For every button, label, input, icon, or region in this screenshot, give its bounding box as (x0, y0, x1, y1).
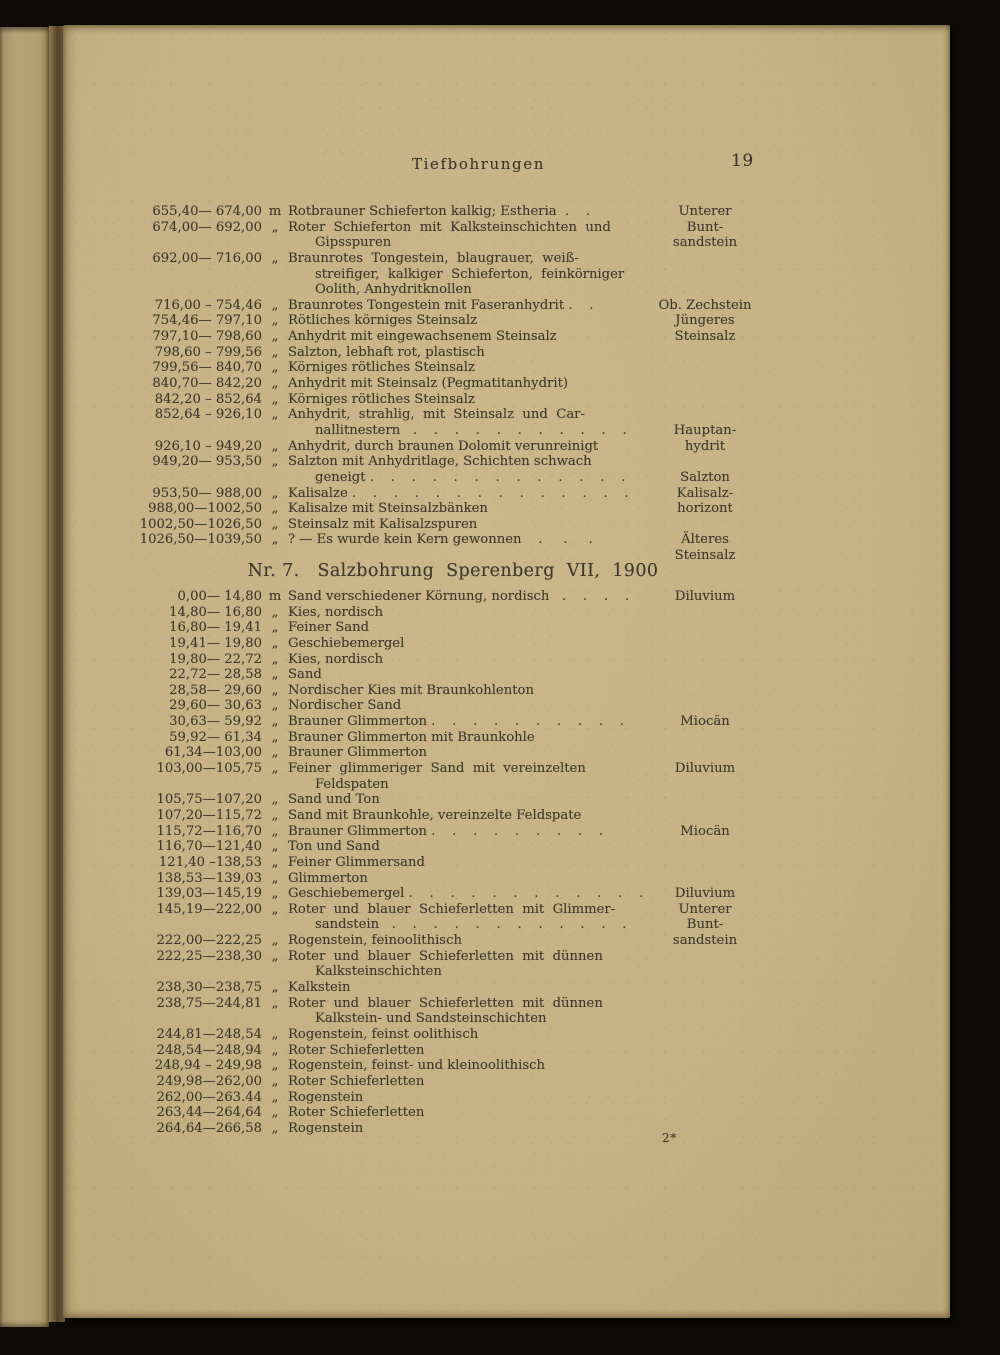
unit-mark (262, 267, 288, 283)
stratigraphy-label (655, 949, 755, 965)
unit-mark: „ (271, 667, 279, 683)
unit-mark: „ (271, 407, 279, 423)
stratigraphy-label: Bunt- (686, 917, 724, 933)
depth-range: 22,72— 28,58 (169, 667, 262, 683)
layer-description: Roter und blauer Schieferletten mit dünnen (288, 948, 603, 964)
depth-range: 222,25—238,30 (156, 948, 262, 964)
unit-mark: „ (271, 682, 279, 698)
stratigraphy-label (655, 777, 755, 793)
table-row (63, 698, 763, 714)
stratigraphy-label: Salzton (680, 469, 730, 485)
table-row (63, 1058, 763, 1074)
unit-mark: m (268, 589, 282, 604)
layer-description: Kalksteinschichten (315, 964, 442, 980)
layer-description: Anhydrit mit Steinsalz (Pegmatitanhydrit) (288, 376, 569, 392)
table-row (63, 949, 763, 965)
unit-mark: „ (271, 1089, 279, 1105)
stratigraphy-label: hydrit (684, 438, 726, 454)
stratigraphy-label: Unterer (678, 204, 732, 219)
depth-range: 799,56— 840,70 (152, 360, 262, 376)
table-row (63, 917, 763, 933)
layer-description: Anhydrit mit eingewachsenem Steinsalz (288, 329, 557, 345)
depth-range: 248,94 – 249,98 (154, 1058, 262, 1074)
table-row (63, 620, 763, 636)
depth-range (63, 777, 262, 793)
layer-description: Oolith, Anhydritknollen (315, 282, 472, 298)
table-row (63, 454, 763, 470)
depth-range: 797,10— 798,60 (152, 329, 262, 345)
stratigraphy-label: horizont (677, 501, 733, 517)
stratigraphy-label (655, 745, 755, 761)
table-row (63, 667, 763, 683)
running-title: Tiefbohrungen (412, 155, 545, 173)
layer-description: Sand und Ton (288, 792, 380, 808)
unit-mark: „ (271, 532, 279, 548)
depth-range: 842,20 – 852,64 (154, 391, 262, 407)
unit-mark (262, 470, 288, 486)
depth-range: 139,03—145,19 (156, 886, 262, 902)
depth-range: 953,50— 988,00 (152, 485, 262, 501)
layer-description: streifiger, kalkiger Schieferton, feinkörniger (315, 266, 625, 282)
layer-description: Feiner glimmeriger Sand mit vereinzelten (288, 761, 586, 777)
stratigraphy-label: Älteres (681, 532, 729, 548)
layer-description: Rogenstein, feinst oolithisch (288, 1026, 479, 1042)
depth-range: 655,40— 674,00 (152, 204, 262, 219)
unit-mark: „ (271, 360, 279, 376)
stratigraphy-label: Diluvium (674, 589, 736, 604)
depth-range: 30,63— 59,92 (169, 714, 262, 730)
layer-description: Körniges rötliches Steinsalz (288, 360, 475, 376)
table-row (63, 902, 763, 918)
layer-description: Geschiebemergel . . . . . . . . . . . . (288, 886, 644, 902)
table-row (63, 517, 763, 533)
layer-description: sandstein . . . . . . . . . . . . (315, 917, 627, 933)
stratigraphy-label (655, 698, 755, 714)
table-row (63, 933, 763, 949)
depth-range: 674,00— 692,00 (152, 219, 262, 235)
table-row (63, 714, 763, 730)
depth-range: 14,80— 16,80 (169, 604, 262, 620)
stratigraphy-label: Ob. Zechstein (658, 297, 752, 313)
table-row (63, 855, 763, 871)
depth-range: 59,92— 61,34 (169, 729, 262, 745)
depth-range: 116,70—121,40 (156, 839, 262, 855)
layer-description: Nordischer Kies mit Braunkohlenton (288, 682, 534, 698)
layer-description: Glimmerton (288, 870, 368, 886)
layer-description: Kalisalze mit Steinsalzbänken (288, 501, 488, 517)
table-row (63, 824, 763, 840)
layer-description: Steinsalz mit Kalisalzspuren (288, 516, 478, 532)
layer-description: Brauner Glimmerton (288, 745, 427, 761)
unit-mark: „ (271, 714, 279, 730)
depth-range: 1002,50—1026,50 (139, 516, 262, 532)
stratigraphy-label (655, 267, 755, 283)
unit-mark: „ (271, 250, 279, 266)
stratigraphy-label (655, 792, 755, 808)
layer-description: Rogenstein, feinst- und kleinoolithisch (288, 1058, 546, 1074)
stratigraphy-label (655, 392, 755, 408)
table-row (63, 652, 763, 668)
depth-range (63, 423, 262, 439)
table-row (63, 392, 763, 408)
depth-range: 107,20—115,72 (156, 807, 262, 823)
depth-range: 692,00— 716,00 (152, 250, 262, 266)
layer-description: Feiner Sand (288, 620, 370, 636)
stratigraphy-label (655, 1105, 755, 1121)
table-row (63, 360, 763, 376)
unit-mark: „ (271, 807, 279, 823)
stratigraphy-label: Diluvium (674, 761, 736, 777)
table-row (63, 964, 763, 980)
unit-mark: „ (271, 870, 279, 886)
stratigraphy-label: Bunt- (686, 219, 724, 235)
unit-mark: „ (271, 1120, 279, 1136)
layer-description: Roter Schieferletten (288, 1073, 425, 1089)
layer-description: Gipsspuren (315, 235, 392, 251)
borehole-table-upper (63, 204, 763, 564)
stratigraphy-label (655, 652, 755, 668)
stratigraphy-label (655, 454, 755, 470)
table-row (63, 1011, 763, 1027)
stratigraphy-label: Unterer (678, 901, 732, 917)
stratigraphy-label (655, 808, 755, 824)
unit-mark: „ (271, 792, 279, 808)
stratigraphy-label (655, 1027, 755, 1043)
depth-range (63, 267, 262, 283)
layer-description: Rötliches körniges Steinsalz (288, 313, 478, 329)
depth-range: 264,64—266,58 (156, 1120, 262, 1136)
unit-mark: „ (271, 933, 279, 949)
table-row (63, 683, 763, 699)
table-row (63, 605, 763, 621)
layer-description: Kies, nordisch (288, 604, 384, 620)
depth-range: 238,30—238,75 (156, 980, 262, 996)
unit-mark: „ (271, 839, 279, 855)
unit-mark (262, 917, 288, 933)
table-row (63, 871, 763, 887)
page-number: 19 (731, 151, 754, 171)
table-row (63, 589, 763, 605)
stratigraphy-label (655, 636, 755, 652)
table-row (63, 298, 763, 314)
stratigraphy-label (655, 1043, 755, 1059)
table-row (63, 1027, 763, 1043)
table-row (63, 470, 763, 486)
depth-range (63, 964, 262, 980)
table-row (63, 980, 763, 996)
stratigraphy-label (655, 360, 755, 376)
table-row (63, 345, 763, 361)
unit-mark: „ (271, 344, 279, 360)
table-row (63, 636, 763, 652)
table-row (63, 532, 763, 548)
layer-description: Geschiebemergel (288, 635, 405, 651)
stratigraphy-label (655, 1074, 755, 1090)
table-row (63, 267, 763, 283)
unit-mark: „ (271, 604, 279, 620)
table-row (63, 1074, 763, 1090)
layer-description: nallitnestern . . . . . . . . . . . (315, 422, 627, 438)
stratigraphy-label: Hauptan- (673, 422, 737, 438)
layer-description: Kalkstein (288, 980, 351, 996)
section-heading: Nr. 7. Salzbohrung Sperenberg VII, 1900 (247, 561, 659, 581)
unit-mark: „ (271, 886, 279, 902)
unit-mark: „ (271, 1042, 279, 1058)
table-row (63, 839, 763, 855)
layer-description: Rogenstein (288, 1089, 364, 1105)
layer-description: Anhydrit, strahlig, mit Steinsalz und Car- (288, 407, 585, 423)
stratigraphy-label (655, 871, 755, 887)
table-row (63, 1121, 763, 1137)
depth-range (63, 282, 262, 298)
unit-mark: „ (271, 329, 279, 345)
depth-range: 115,72—116,70 (156, 823, 262, 839)
table-row (63, 439, 763, 455)
stratigraphy-label (655, 855, 755, 871)
layer-description: Roter Schieferletten (288, 1042, 425, 1058)
unit-mark: „ (271, 651, 279, 667)
layer-description: Brauner Glimmerton . . . . . . . . . . (288, 714, 624, 730)
depth-range: 840,70— 842,20 (152, 376, 262, 392)
depth-range: 238,75—244,81 (156, 995, 262, 1011)
unit-mark: „ (271, 376, 279, 392)
unit-mark: m (268, 204, 282, 219)
table-row (63, 486, 763, 502)
depth-range: 19,80— 22,72 (169, 651, 262, 667)
depth-range: 222,00—222,25 (156, 933, 262, 949)
stratigraphy-label (655, 667, 755, 683)
layer-description: Salzton mit Anhydritlage, Schichten schwach (288, 454, 592, 470)
stratigraphy-label (655, 980, 755, 996)
depth-range: 988,00—1002,50 (148, 501, 262, 517)
stratigraphy-label (655, 839, 755, 855)
depth-range: 754,46— 797,10 (152, 313, 262, 329)
table-row (63, 407, 763, 423)
layer-description: Braunrotes Tongestein, blaugrauer, weiß- (288, 250, 579, 266)
depth-range: 1026,50—1039,50 (139, 532, 262, 548)
depth-range: 61,34—103,00 (164, 745, 262, 761)
unit-mark: „ (271, 729, 279, 745)
layer-description: Rogenstein, feinoolithisch (288, 933, 462, 949)
layer-description: Feiner Glimmersand (288, 854, 425, 870)
depth-range: 0,00— 14,80 (177, 589, 262, 604)
stratigraphy-label (655, 407, 755, 423)
stratigraphy-label (655, 964, 755, 980)
layer-description: Anhydrit, durch braunen Dolomit verunreinigt (288, 438, 599, 454)
depth-range (63, 917, 262, 933)
table-row (63, 1043, 763, 1059)
unit-mark: „ (271, 219, 279, 235)
layer-description: Rogenstein (288, 1120, 364, 1136)
depth-range: 105,75—107,20 (156, 792, 262, 808)
stratigraphy-label: Diluvium (674, 886, 736, 902)
unit-mark: „ (271, 1105, 279, 1121)
stratigraphy-label: Kalisalz- (676, 485, 734, 501)
table-row (63, 376, 763, 392)
stratigraphy-label: sandstein (672, 933, 738, 949)
table-row (63, 501, 763, 517)
table-row (63, 730, 763, 746)
unit-mark: „ (271, 761, 279, 777)
stratigraphy-label (655, 620, 755, 636)
table-row (63, 313, 763, 329)
stratigraphy-label (655, 1011, 755, 1027)
stratigraphy-label: Miocän (680, 823, 730, 839)
borehole-table-sperenberg-vii (63, 589, 763, 1136)
layer-description: Braunrotes Tongestein mit Faseranhydrit . . (288, 297, 594, 313)
layer-description: ? — Es wurde kein Kern gewonnen . . . (288, 532, 593, 548)
unit-mark: „ (271, 485, 279, 501)
unit-mark: „ (271, 297, 279, 313)
table-row (63, 996, 763, 1012)
previous-page-edge (0, 27, 49, 1327)
table-row (63, 282, 763, 298)
layer-description: Kies, nordisch (288, 651, 384, 667)
depth-range: 926,10 – 949,20 (154, 438, 262, 454)
layer-description: Roter Schieferletten (288, 1105, 425, 1121)
stratigraphy-label (655, 605, 755, 621)
depth-range: 138,53—139,03 (156, 870, 262, 886)
stratigraphy-label: Steinsalz (674, 329, 736, 345)
layer-description: Kalisalze . . . . . . . . . . . . . . (288, 485, 629, 501)
layer-description: Körniges rötliches Steinsalz (288, 391, 475, 407)
unit-mark: „ (271, 454, 279, 470)
table-row (63, 204, 763, 220)
depth-range: 263,44—264,64 (156, 1105, 262, 1121)
unit-mark (262, 777, 288, 793)
table-row (63, 423, 763, 439)
stratigraphy-label: sandstein (672, 235, 738, 251)
depth-range: 16,80— 19,41 (169, 620, 262, 636)
unit-mark (262, 235, 288, 251)
layer-description: Roter Schieferton mit Kalksteinschichten und (288, 219, 611, 235)
unit-mark: „ (271, 501, 279, 517)
depth-range (63, 1011, 262, 1027)
unit-mark: „ (271, 516, 279, 532)
table-row (63, 1090, 763, 1106)
depth-range: 28,58— 29,60 (169, 682, 262, 698)
stratigraphy-label (655, 251, 755, 267)
depth-range: 852,64 – 926,10 (154, 407, 262, 423)
depth-range: 29,60— 30,63 (169, 698, 262, 714)
depth-range: 716,00 – 754,46 (154, 297, 262, 313)
stratigraphy-label (655, 517, 755, 533)
layer-description: Brauner Glimmerton mit Braunkohle (288, 729, 535, 745)
layer-description: Ton und Sand (288, 839, 380, 855)
layer-description: Brauner Glimmerton . . . . . . . . . (288, 823, 604, 839)
depth-range: 798,60 – 799,56 (154, 344, 262, 360)
table-row (63, 777, 763, 793)
unit-mark: „ (271, 901, 279, 917)
unit-mark: „ (271, 620, 279, 636)
unit-mark: „ (271, 1073, 279, 1089)
unit-mark: „ (271, 1058, 279, 1074)
stratigraphy-label (655, 730, 755, 746)
unit-mark: „ (271, 635, 279, 651)
unit-mark: „ (271, 391, 279, 407)
unit-mark: „ (271, 698, 279, 714)
table-row (63, 220, 763, 236)
layer-description: Nordischer Sand (288, 698, 402, 714)
stratigraphy-label: Miocän (680, 714, 730, 730)
depth-range (63, 235, 262, 251)
unit-mark: „ (271, 995, 279, 1011)
table-row (63, 235, 763, 251)
stratigraphy-label: Jüngeres (675, 313, 735, 329)
layer-description: Sand (288, 667, 322, 683)
layer-description: Kalkstein- und Sandsteinschichten (315, 1011, 547, 1027)
unit-mark: „ (271, 823, 279, 839)
book-page (63, 25, 950, 1318)
unit-mark: „ (271, 1026, 279, 1042)
layer-description: Sand mit Braunkohle, vereinzelte Feldspate (288, 807, 582, 823)
table-row (63, 251, 763, 267)
stratigraphy-label (655, 683, 755, 699)
table-row (63, 329, 763, 345)
unit-mark: „ (271, 313, 279, 329)
table-row (63, 792, 763, 808)
unit-mark (262, 1011, 288, 1027)
unit-mark: „ (271, 948, 279, 964)
stratigraphy-label (655, 376, 755, 392)
stratigraphy-label: Steinsalz (674, 548, 736, 564)
depth-range: 262,00—263.44 (156, 1089, 262, 1105)
table-row (63, 761, 763, 777)
layer-description: geneigt . . . . . . . . . . . . . (315, 469, 626, 485)
unit-mark: „ (271, 438, 279, 454)
depth-range: 103,00—105,75 (156, 761, 262, 777)
layer-description: Roter und blauer Schieferletten mit Glimmer- (288, 901, 616, 917)
table-row (63, 745, 763, 761)
unit-mark: „ (271, 745, 279, 761)
layer-description: Salzton, lebhaft rot, plastisch (288, 344, 485, 360)
depth-range: 19,41— 19,80 (169, 635, 262, 651)
stratigraphy-label (655, 282, 755, 298)
unit-mark (262, 964, 288, 980)
layer-description: Sand verschiedener Körnung, nordisch . . . . (288, 589, 630, 604)
stratigraphy-label (655, 1090, 755, 1106)
depth-range: 949,20— 953,50 (152, 454, 262, 470)
stratigraphy-label (655, 345, 755, 361)
depth-range (63, 470, 262, 486)
depth-range: 249,98—262,00 (156, 1073, 262, 1089)
unit-mark: „ (271, 980, 279, 996)
depth-range: 248,54—248,94 (156, 1042, 262, 1058)
layer-description: Rotbrauner Schieferton kalkig; Estheria . . (288, 204, 591, 219)
table-row (63, 886, 763, 902)
depth-range: 244,81—248,54 (156, 1026, 262, 1042)
unit-mark (262, 423, 288, 439)
table-row (63, 808, 763, 824)
unit-mark (262, 282, 288, 298)
stratigraphy-label (655, 996, 755, 1012)
layer-description: Roter und blauer Schieferletten mit dünnen (288, 995, 603, 1011)
unit-mark: „ (271, 854, 279, 870)
depth-range: 121,40 –138,53 (158, 854, 262, 870)
table-row (63, 1105, 763, 1121)
stratigraphy-label (655, 1058, 755, 1074)
signature-mark: 2* (662, 1131, 677, 1145)
layer-description: Feldspaten (315, 776, 389, 792)
depth-range: 145,19—222,00 (156, 901, 262, 917)
